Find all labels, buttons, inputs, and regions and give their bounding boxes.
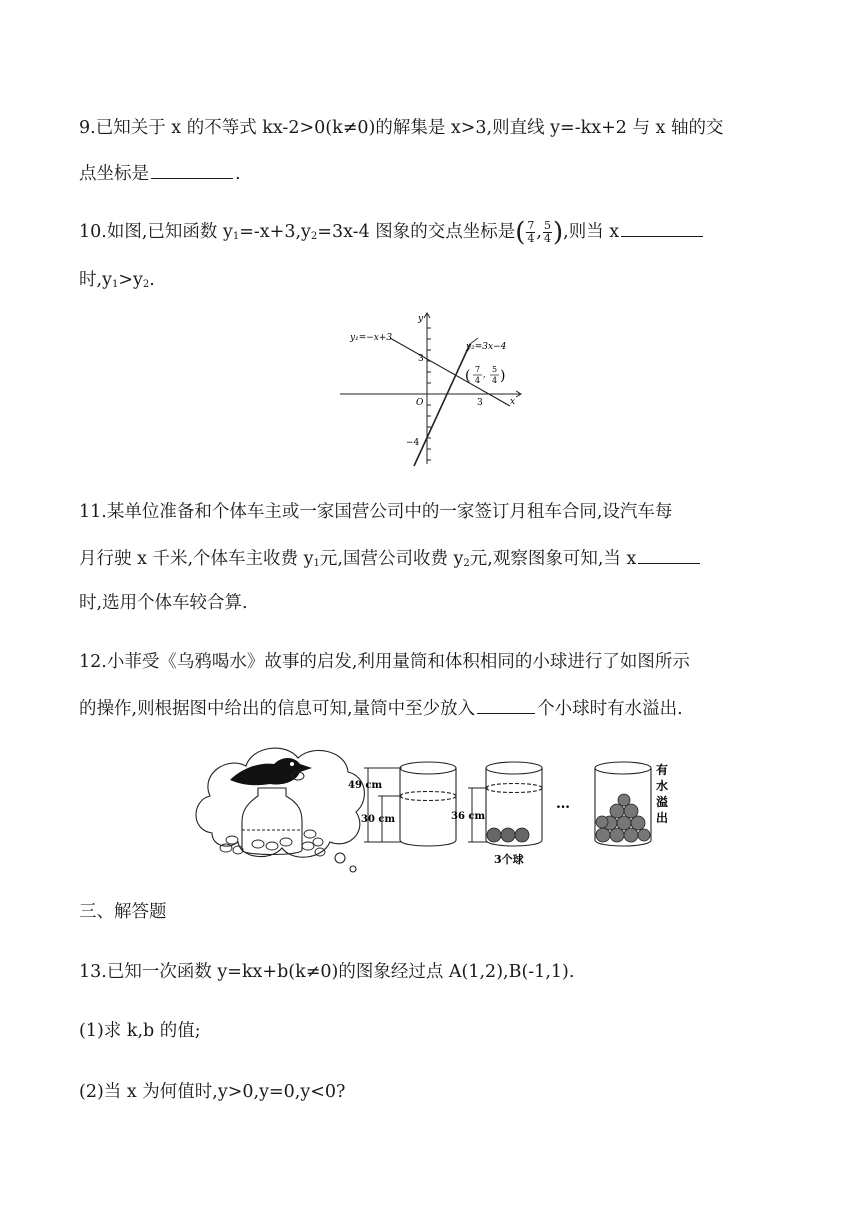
q10-text-d: ,则当 x xyxy=(563,222,620,242)
overflow-char-3: 溢 xyxy=(656,795,669,809)
q11-text-a: 月行驶 x 千米,个体车主收费 y xyxy=(79,549,314,569)
stones xyxy=(220,830,325,856)
overflow-char-2: 水 xyxy=(656,779,669,793)
height-30cm: 30 cm xyxy=(361,814,396,825)
q10-line2-b: >y xyxy=(118,270,143,290)
q11-sub-1: 1 xyxy=(313,558,320,569)
q11-text-b: 元,国营公司收费 y xyxy=(319,549,464,569)
q10-frac-y xyxy=(543,220,552,245)
function-graph-figure xyxy=(340,308,530,468)
q12-text-b: 个小球时有水溢出. xyxy=(537,699,683,719)
intersection-paren-close: ) xyxy=(500,368,506,384)
q10-line2-sub2: 2 xyxy=(142,279,150,290)
q10-line2 xyxy=(79,268,155,297)
q11-text-c: 元,观察图象可知,当 x xyxy=(469,549,637,569)
intersection-x-den: 4 xyxy=(475,376,481,385)
overflow-char-1: 有 xyxy=(656,763,669,777)
q9-line2-end: . xyxy=(235,164,241,184)
height-49cm: 49 cm xyxy=(348,780,383,791)
q11-line3: 时,选用个体车较合算. xyxy=(79,593,248,613)
q10-line2-sub1: 1 xyxy=(111,279,119,290)
q10-paren-open: ( xyxy=(515,217,526,248)
q10-frac-y-num: 5 xyxy=(544,219,551,232)
q13-line1: 13.已知一次函数 y=kx+b(k≠0)的图象经过点 A(1,2),B(-1,1). xyxy=(79,962,575,982)
q12-answer-blank xyxy=(477,696,535,714)
q9-line2 xyxy=(79,161,241,186)
ellipsis: … xyxy=(556,796,570,812)
tick-label-minus4: −4 xyxy=(406,438,420,448)
axis-y-label: y xyxy=(418,314,424,324)
intersection-x-num: 7 xyxy=(475,365,481,374)
q12-line2 xyxy=(79,696,683,721)
q10-text-c: =3x-4 图象的交点坐标是 xyxy=(317,222,516,242)
cylinder-1 xyxy=(400,762,456,846)
q10-sub-2: 2 xyxy=(310,231,318,242)
q10-frac-x xyxy=(526,220,535,245)
intersection-y-den: 4 xyxy=(492,376,498,385)
label-y1: y₁=−x+3 xyxy=(350,333,393,343)
label-3-balls: 3个球 xyxy=(494,853,524,866)
label-y2: y₂=3x−4 xyxy=(466,342,507,352)
q10-paren-close: ) xyxy=(553,217,564,248)
height-36cm: 36 cm xyxy=(451,811,486,822)
intersection-label xyxy=(465,365,505,385)
tick-label-3-y: 3 xyxy=(418,354,424,364)
q11-line2 xyxy=(79,546,702,576)
intersection-comma: , xyxy=(483,370,486,379)
crow-eye xyxy=(290,762,294,766)
q12-text-a: 的操作,则根据图中给出的信息可知,量筒中至少放入 xyxy=(79,699,476,719)
q10-frac-x-num: 7 xyxy=(527,219,535,232)
q9-answer-blank xyxy=(151,161,233,179)
q10-line1: 10.如图,已知函数 $y_1=-x+3,y_2=3x-4$ 图象的交点坐标是( $\frac{7}{4}$ , $\frac{5}{4}$ ),则当 x xyxy=(79,219,705,249)
bottle xyxy=(242,788,302,855)
origin-label: O xyxy=(416,398,424,408)
axis-x-label: x xyxy=(510,397,516,407)
q10-line2-c: . xyxy=(149,270,155,290)
thought-bubble-1 xyxy=(335,853,345,863)
q9-line2-text: 点坐标是 xyxy=(79,164,149,184)
intersection-y-num: 5 xyxy=(492,365,498,374)
crow-cylinder-figure xyxy=(190,738,680,876)
q10-sub-1: 1 xyxy=(232,231,240,242)
q10-text-b: =-x+3,y xyxy=(239,222,311,242)
q10-frac-y-den: 4 xyxy=(544,232,551,245)
q10-answer-blank xyxy=(621,219,703,237)
q11-answer-blank xyxy=(638,546,700,564)
overflow-char-4: 出 xyxy=(656,811,669,825)
q11-sub-2: 2 xyxy=(463,558,470,569)
q10-frac-x-den: 4 xyxy=(527,232,535,245)
q12-line1: 12.小菲受《乌鸦喝水》故事的启发,利用量筒和体积相同的小球进行了如图所示 xyxy=(79,652,690,672)
three-balls xyxy=(487,828,529,842)
q10-text-a: 10.如图,已知函数 y xyxy=(79,222,233,242)
q9-line1: 9.已知关于 x 的不等式 kx-2>0(k≠0)的解集是 x>3,则直线 y=-kx+2 与 x 轴的交 xyxy=(79,118,724,138)
intersection-paren-open: ( xyxy=(465,368,471,384)
q13-part1: (1)求 k,b 的值; xyxy=(79,1021,201,1041)
thought-bubble-2 xyxy=(350,866,356,872)
q11-line1: 11.某单位准备和个体车主或一家国营公司中的一家签订月租车合同,设汽车每 xyxy=(79,502,673,522)
many-balls xyxy=(596,794,650,842)
crow xyxy=(230,758,312,785)
overflow-label xyxy=(656,762,668,825)
q13-part2: (2)当 x 为何值时,y>0,y=0,y<0? xyxy=(79,1082,346,1102)
q10-line2-a: 时,y xyxy=(79,270,112,290)
tick-label-3-x: 3 xyxy=(477,398,483,408)
section-title: 三、解答题 xyxy=(79,902,167,922)
